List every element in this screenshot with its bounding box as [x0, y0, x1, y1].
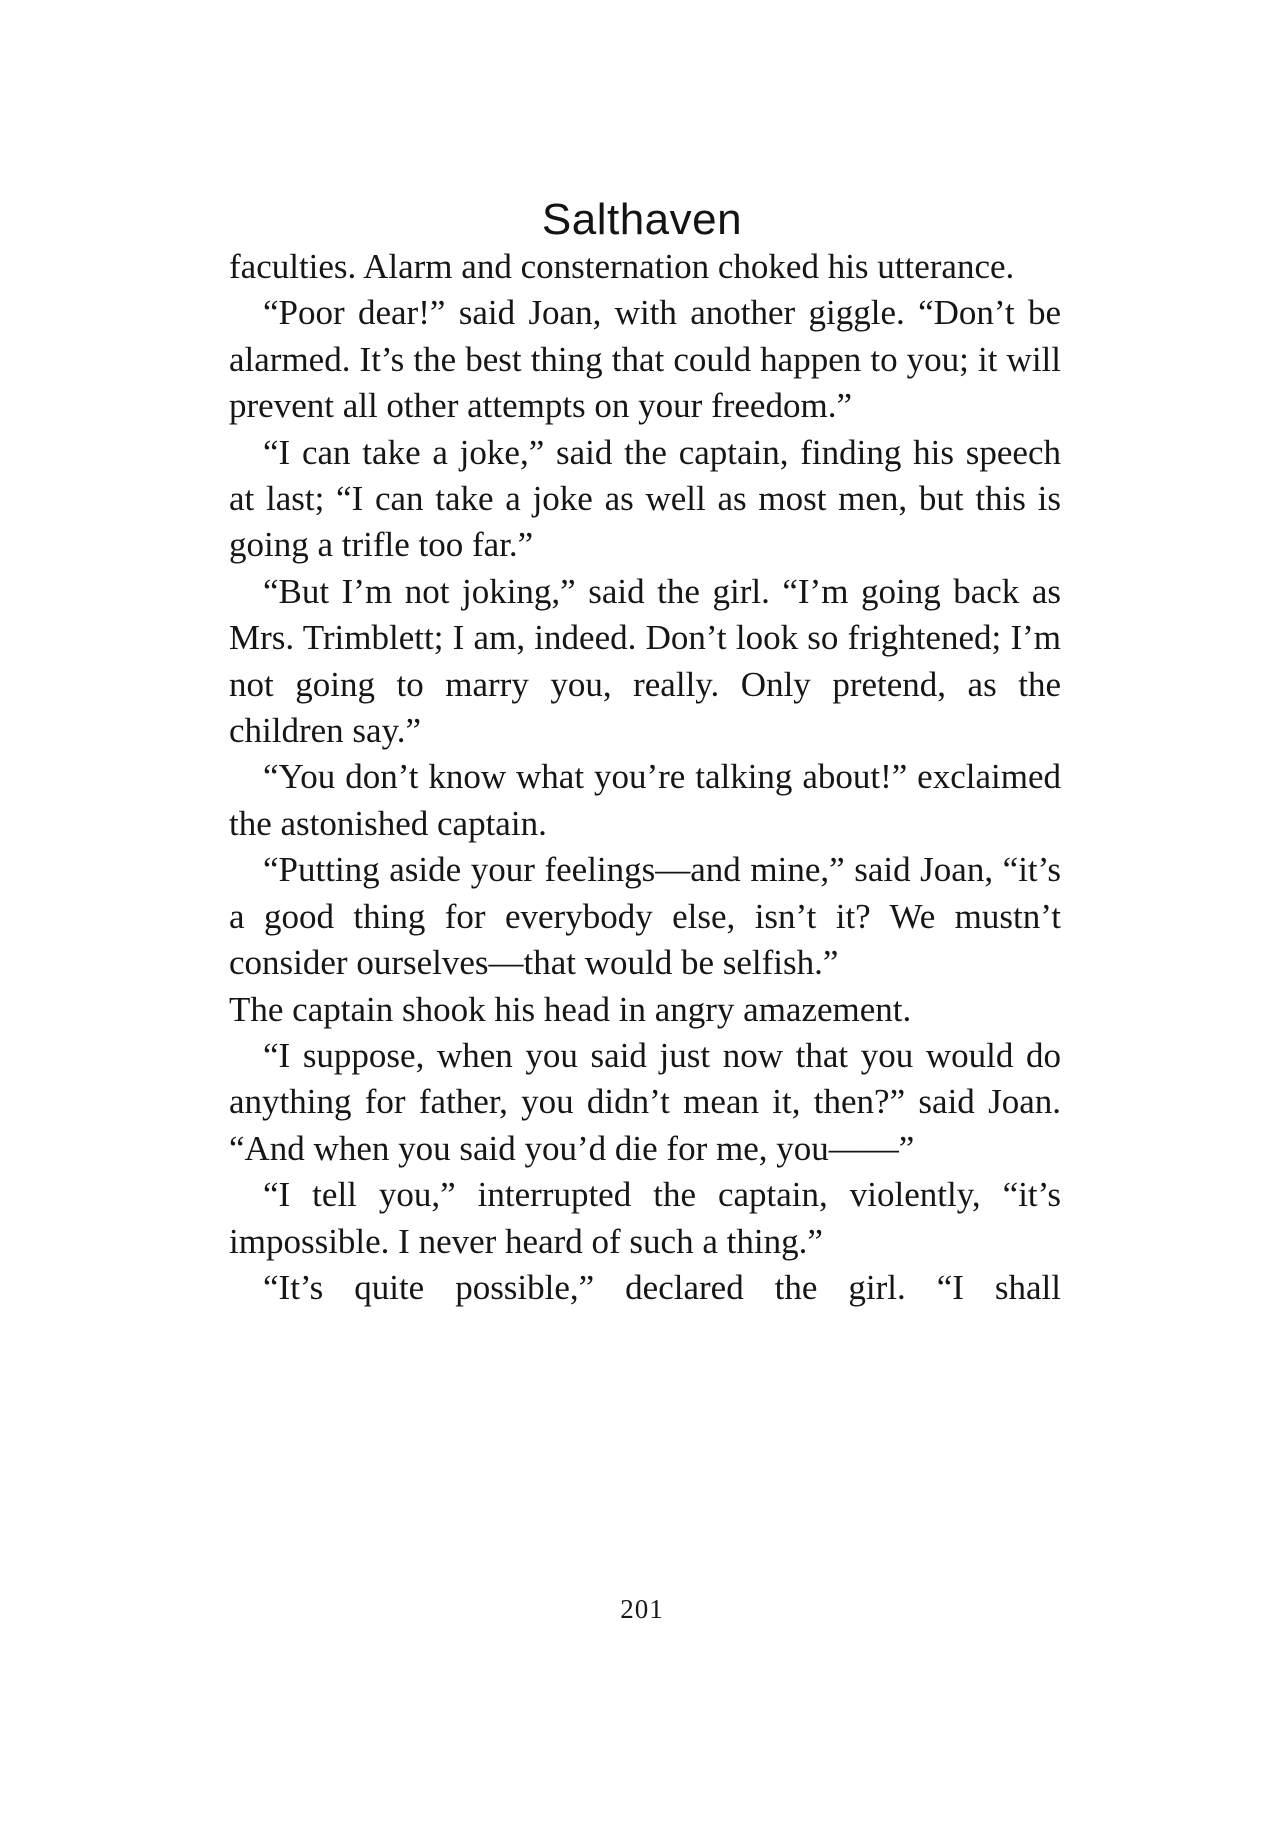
paragraph: “I can take a joke,” said the captain, finding his speech at last; “I can take a joke as well as most men, but this is going a trifle too far.”	[229, 432, 1061, 565]
paragraph: “Putting aside your feelings—and mine,” said Joan, “it’s a good thing for everybody else, isn’t it? We mustn’t consider ourselves—that would be selfish.”	[229, 850, 1061, 983]
paragraph: The captain shook his head in angry amazement.	[229, 989, 912, 1029]
paragraph: faculties. Alarm and consternation choked his utterance.	[229, 247, 1015, 286]
paragraph: “I suppose, when you said just now that you would do anything for father, you didn’t mean it, then?” said Joan. “And when you said you’d die for me, you——”	[229, 1035, 1061, 1168]
body-text	[229, 244, 1061, 1311]
paragraph: “But I’m not joking,” said the girl. “I’m going back as Mrs. Trimblett; I am, indeed. Don’t look so frightened; I’m not going to marry you, really. Only pretend, as the children say.”	[229, 571, 1061, 751]
running-head: Salthaven	[541, 195, 743, 244]
paragraph: “Poor dear!” said Joan, with another giggle. “Don’t be alarmed. It’s the best thing that could happen to you; it will prevent all other attempts on your freedom.”	[229, 293, 1061, 426]
paragraph: “It’s quite possible,” declared the girl. “I shall	[263, 1267, 1061, 1307]
page-number: 201	[620, 1594, 664, 1624]
paragraph: “I tell you,” interrupted the captain, violently, “it’s impossible. I never heard of such a thing.”	[229, 1175, 1061, 1261]
paragraph: “You don’t know what you’re talking about!” exclaimed the astonished captain.	[229, 757, 1061, 843]
